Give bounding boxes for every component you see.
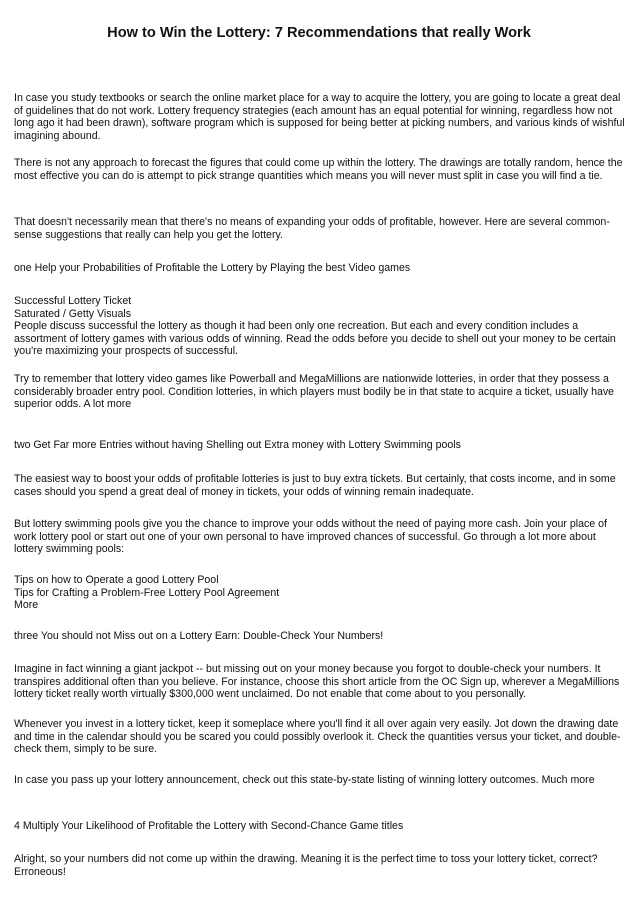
paragraph-keep-ticket	[14, 718, 626, 756]
paragraph-intro	[14, 92, 626, 142]
paragraph-jackpot	[14, 663, 626, 701]
section-heading-two	[14, 439, 626, 452]
section-heading-three	[14, 630, 626, 643]
paragraph-announcement	[14, 774, 626, 787]
paragraph-text: That doesn't necessarily mean that there's no means of expanding your odds of profitable, however. Here are several common-sense suggestions that really can help you get the lottery.	[14, 216, 610, 241]
page-title: How to Win the Lottery: 7 Recommendations that really Work	[107, 25, 531, 41]
paragraph-text: Try to remember that lottery video games like Powerball and MegaMillions are nationwide lotteries, in order that they possess a considerably broader entry pool. Condition lotteries, in which players must bodily be in that state to acquire a ticket, usually have superior odds. A lot more	[14, 373, 615, 410]
paragraph-text: Imagine in fact winning a giant jackpot -- but missing out on your money because you forgot to double-check your numbers. It transpires additional often than you believe. For instance, choose this short article from the OC Sign up, wherever a MegaMillions lottery ticket really worth virtually $300,000 went unclaimed. Do not enable that come about to you personally.	[14, 663, 620, 700]
paragraph-no-forecast	[14, 157, 626, 182]
paragraph-text: Whenever you invest in a lottery ticket, keep it someplace where you'll find it all over again very easily. Jot down the drawing date and time in the calendar should you be scared you could possibly overlook it. Check the quantities versus your ticket, and double-check them, simply to be sure.	[14, 718, 621, 755]
paragraph-text: Alright, so your numbers did not come up within the drawing. Meaning it is the perfect time to toss your lottery ticket, correct? Erroneous!	[14, 853, 598, 878]
image-caption-title: Successful Lottery Ticket	[14, 295, 132, 307]
section-heading-four	[14, 820, 626, 833]
paragraph-lottery-pools	[14, 518, 626, 556]
section-heading-text: two Get Far more Entries without having Shelling out Extra money with Lottery Swimming pools	[14, 439, 461, 451]
pool-links-list	[14, 574, 626, 612]
section-heading-text: three You should not Miss out on a Lottery Earn: Double-Check Your Numbers!	[14, 630, 384, 642]
paragraph-text: People discuss successful the lottery as though it had been only one recreation. But each and every condition includes a assortment of lottery games with various odds of winning. Read the odds before you decide to shell out your money to be certain you're maximizing your prospects of successful.	[14, 320, 616, 357]
paragraph-suggestions	[14, 216, 626, 241]
list-item: Tips for Crafting a Problem-Free Lottery Pool Agreement	[14, 586, 280, 599]
section-heading-text: 4 Multiply Your Likelihood of Profitable the Lottery with Second-Chance Game titles	[14, 820, 404, 832]
paragraph-second-chance	[14, 853, 626, 878]
section-heading-text: one Help your Probabilities of Profitable the Lottery by Playing the best Video games	[14, 262, 411, 274]
image-caption-credit: Saturated / Getty Visuals	[14, 307, 131, 320]
paragraph-text: The easiest way to boost your odds of profitable lotteries is just to buy extra tickets. But certainly, that costs income, and in some cases should you spend a great deal of money in tickets, your odds of winning remain inadequate.	[14, 473, 616, 498]
paragraph-extra-tickets	[14, 473, 626, 498]
list-item: Tips on how to Operate a good Lottery Pool	[14, 574, 219, 586]
paragraph-text: In case you study textbooks or search the online market place for a way to acquire the lottery, you are going to locate a great deal of guidelines that do not work. Lottery frequency strategies (each amount has an equal potential for winning, regardless how not long ago it had been drawn), software program which is supposed for being better at picking numbers, and various kinds of wishful imagining abound.	[14, 92, 625, 142]
paragraph-text: But lottery swimming pools give you the chance to improve your odds without the need of paying more cash. Join your place of work lottery pool or start out one of your own personal to have improved chances of successful. Go through a lot more about lottery swimming pools:	[14, 518, 607, 555]
paragraph-national-lotteries	[14, 373, 626, 411]
paragraph-text: There is not any approach to forecast the figures that could come up within the lottery. The drawings are totally random, hence the most effective you can do is attempt to pick strange quantities which means you will never must split in case you will find a tie.	[14, 157, 623, 182]
list-item: More	[14, 599, 39, 611]
section-heading-one	[14, 262, 626, 275]
paragraph-text: In case you pass up your lottery announcement, check out this state-by-state listing of winning lottery outcomes. Much more	[14, 774, 595, 786]
image-caption-block	[14, 295, 626, 358]
